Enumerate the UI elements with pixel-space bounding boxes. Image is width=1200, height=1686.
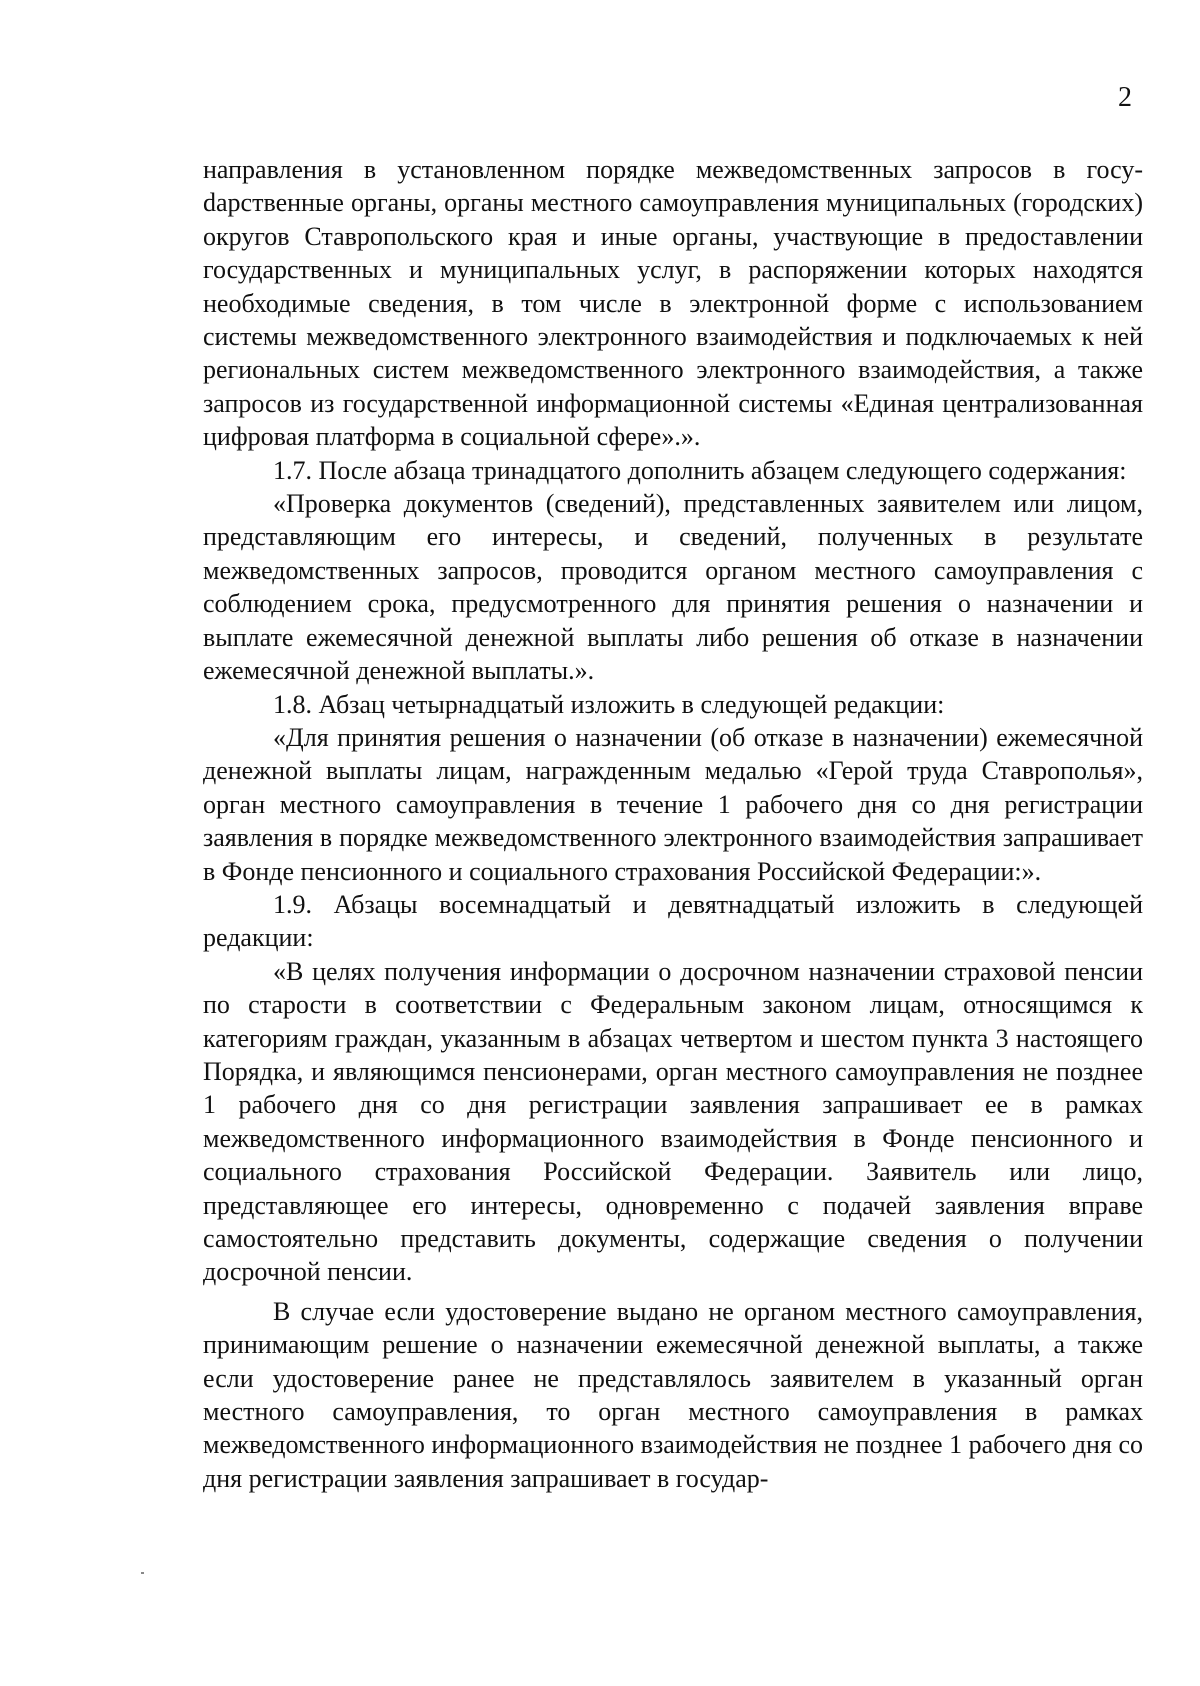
paragraph-continuation: направления в установленном порядке межведомственных запросов в госуdарственные органы, органы местного самоуправления муниципальных (городских) округов Ставропольского края и иные органы, участвующие в предоставлении государственных и муниципальных услуг, в распоряжении которых находятся необходимые сведения, в том числе в электронной форме с использованием системы межведомственного электронного взаимодействия и подключаемых к ней региональных систем межведомственного электронного взаимодействия, а также запросов из государственной информационной системы «Единая централизованная цифровая платформа в социальной сфере».». xyxy=(203,155,1143,452)
paragraph-quote-verification: «Проверка документов (сведений), представленных заявителем или лицом, представляющим его интересы, и сведений, полученных в результате межведомственных запросов, проводится органом местного самоуправления с соблюдением срока, предусмотренного для принятия решения о назначении и выплате ежемесячной денежной выплаты либо решения об отказе в назначении ежемесячной денежной выплаты.». xyxy=(203,489,1143,686)
document-body xyxy=(203,153,1143,1495)
paragraph-item-1-9: 1.9. Абзацы восемнадцатый и девятнадцатый изложить в следующей редакции: xyxy=(203,889,1143,953)
paragraph-quote-decision: «Для принятия решения о назначении (об отказе в назначении) ежемесячной денежной выплаты лицам, награжденным медалью «Герой труда Ставрополья», орган местного самоуправления в течение 1 рабочего дня со дня регистрации заявления в порядке межведомственного электронного взаимодействия запрашивает в Фонде пенсионного и социального страхования Российской Федерации:». xyxy=(203,722,1143,886)
paragraph-quote-pension: «В целях получения информации о досрочном назначении страховой пенсии по старости в соответствии с Федеральным законом лицам, относящимся к категориям граждан, указанным в абзацах четвертом и шестом пункта 3 настоящего Порядка, и являющимся пенсионерами, орган местного самоуправления не позднее 1 рабочего дня со дня регистрации заявления запрашивает ее в рамках межведомственного информационного взаимодействия в Фонде пенсионного и социального страхования Российской Федерации. Заявитель или лицо, представляющее его интересы, одновременно с подачей заявления вправе самостоятельно представить документы, содержащие сведения о получении досрочной пенсии. xyxy=(203,956,1143,1287)
paragraph-item-1-8: 1.8. Абзац четырнадцатый изложить в следующей редакции: xyxy=(273,689,945,719)
page-number: 2 xyxy=(1118,82,1132,113)
paragraph-item-1-7: 1.7. После абзаца тринадцатого дополнить абзацем следующего содержания: xyxy=(273,455,1127,485)
paragraph-certificate: В случае если удостоверение выдано не органом местного самоуправления, принимающим решение о назначении ежемесячной денежной выплаты, а также если удостоверение ранее не представлялось заявителем в указанный орган местного самоуправления, то орган местного самоуправления в рамках межведомственного информационного взаимодействия не позднее 1 рабочего дня со дня регистрации заявления запрашивает в государ- xyxy=(203,1296,1143,1493)
scan-artifact xyxy=(141,1572,144,1574)
